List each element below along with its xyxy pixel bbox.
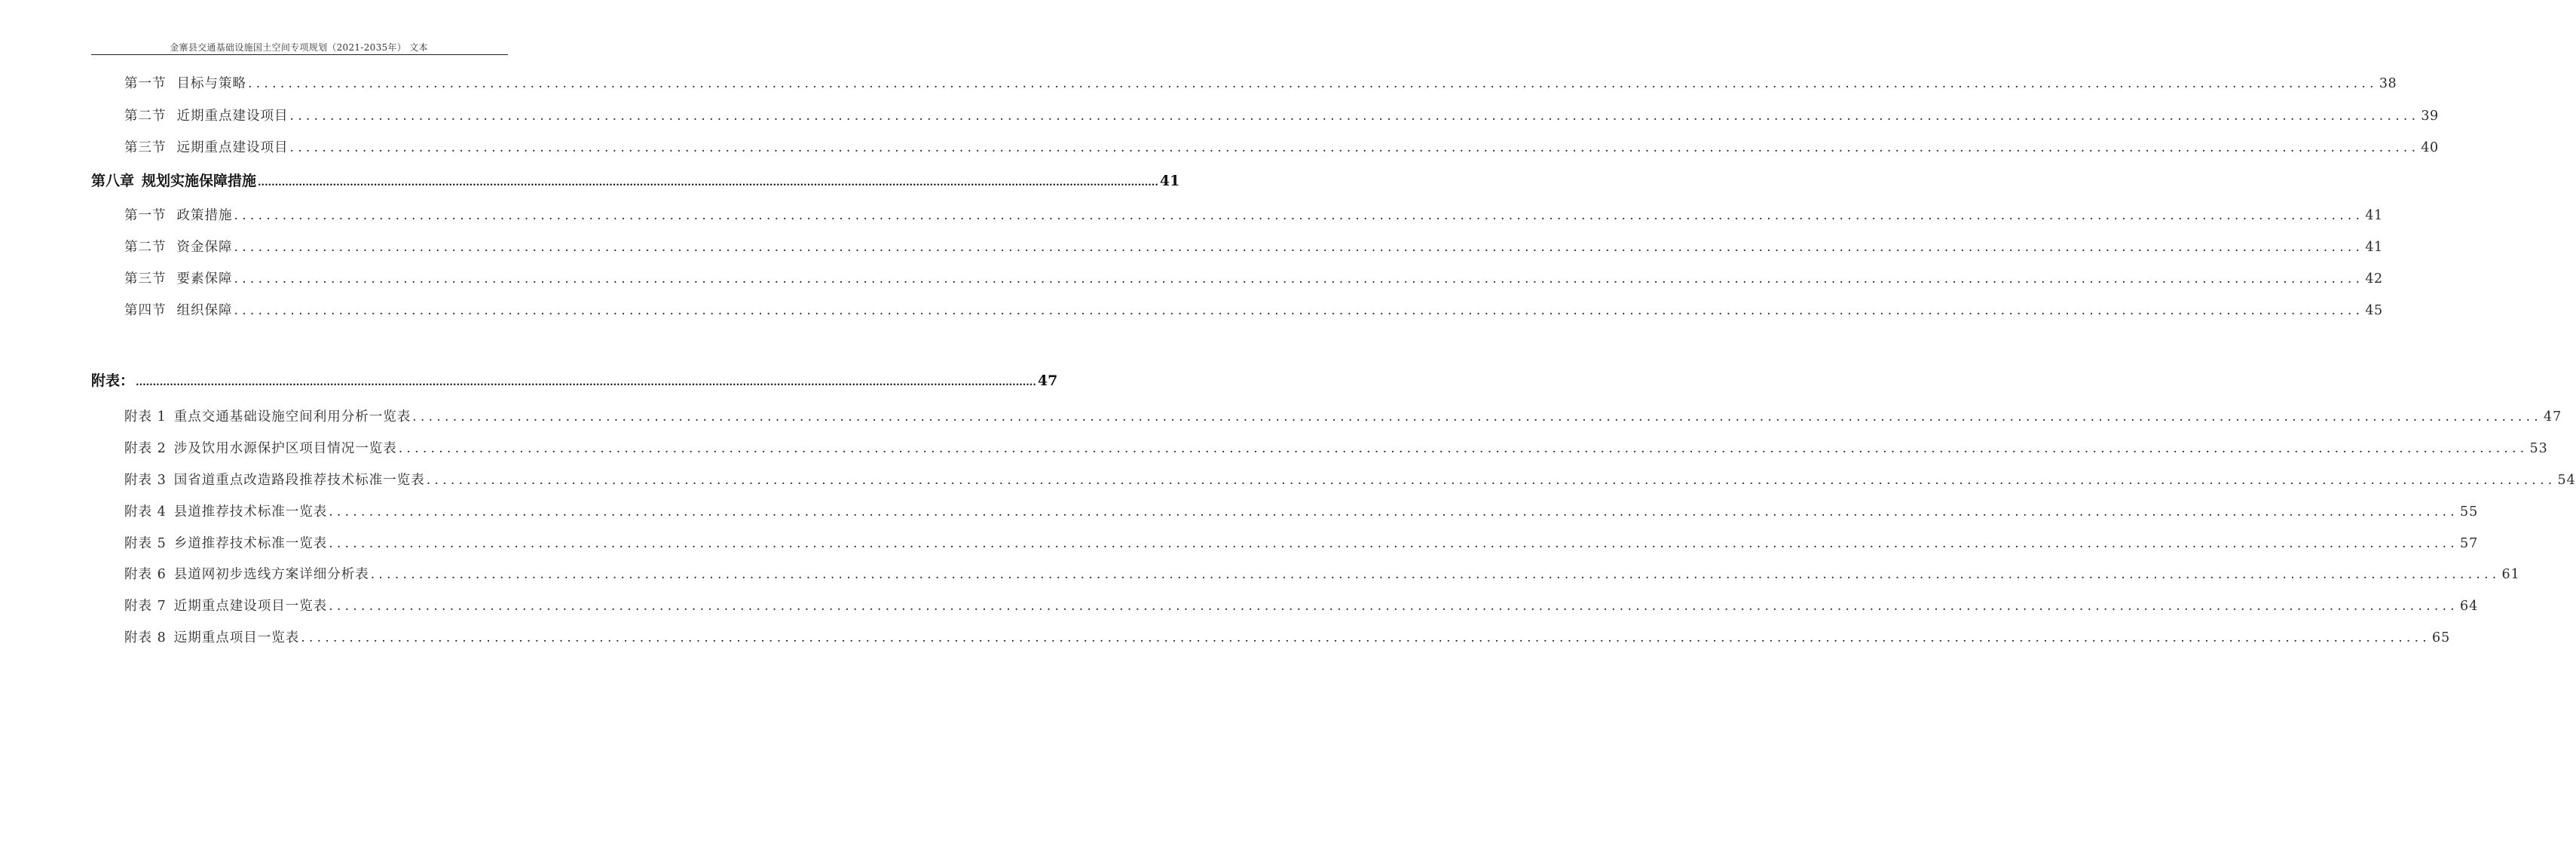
toc-entry-page: 40 (2421, 140, 2439, 155)
toc-entry-page: 42 (2365, 271, 2383, 287)
dot-leader: ........................................................................................................................................................................................................................................................................ (234, 303, 2364, 318)
toc-appendix-title: 乡道推荐技术标准一览表 (173, 536, 328, 551)
toc-entry[interactable] (124, 300, 2383, 319)
toc-entry-title: 目标与策略 (176, 76, 246, 91)
toc-appendix-number: 附表 6 (124, 567, 167, 582)
dot-leader: ........................................................................................................................................................................................................................................................................ (289, 109, 2420, 124)
toc-appendix-title: 重点交通基础设施空间利用分析一览表 (173, 409, 411, 425)
dot-leader: ........................................................................................................................................................................................................................................................................ (258, 177, 1158, 189)
toc-appendix-number: 附表 3 (124, 473, 167, 488)
toc-appendix-entry[interactable] (124, 438, 2548, 457)
toc-entry-page: 41 (2365, 208, 2383, 223)
toc-entry-number: 第一节 (124, 208, 167, 223)
toc-entry-page: 41 (2365, 240, 2383, 255)
toc-appendix-number: 附表 7 (124, 599, 167, 614)
toc-appendix-number: 附表 5 (124, 536, 167, 551)
toc-entry-number: 第四节 (124, 303, 167, 318)
dot-leader: ........................................................................................................................................................................................................................................................................ (426, 473, 2556, 488)
dot-leader: ........................................................................................................................................................................................................................................................................ (370, 567, 2501, 582)
toc-chapter-title: 规划实施保障措施 (142, 173, 257, 189)
toc-appendix-entry[interactable] (124, 470, 2576, 489)
toc-appendix-entry[interactable] (124, 533, 2479, 552)
toc-entry-number: 第一节 (124, 76, 167, 91)
dot-leader: ........................................................................................................................................................................................................................................................................ (248, 76, 2378, 91)
toc-entry[interactable] (124, 137, 2439, 156)
dot-leader: ........................................................................................................................................................................................................................................................................ (234, 271, 2364, 287)
toc-entry-page: 39 (2421, 109, 2439, 124)
toc-appendix-page: 61 (2501, 567, 2520, 582)
toc-entry-title: 要素保障 (176, 271, 233, 287)
toc-appendix-page: 57 (2460, 536, 2479, 551)
toc-appendix-page: 53 (2529, 441, 2548, 456)
toc-entry-number: 第二节 (124, 109, 167, 124)
dot-leader: ........................................................................................................................................................................................................................................................................ (289, 140, 2420, 155)
dot-leader: ........................................................................................................................................................................................................................................................................ (398, 441, 2529, 456)
toc-appendix-entry[interactable] (124, 501, 2479, 520)
toc-entry-page: 38 (2379, 76, 2397, 91)
toc-appendix-heading-page: 47 (1037, 372, 1058, 389)
toc-appendix-title: 远期重点项目一览表 (173, 630, 300, 645)
dot-leader: ........................................................................................................................................................................................................................................................................ (329, 599, 2459, 614)
toc-entry-title: 组织保障 (176, 303, 233, 318)
toc-appendix-page: 65 (2432, 630, 2451, 645)
toc-entry[interactable] (124, 205, 2383, 224)
dot-leader: ........................................................................................................................................................................................................................................................................ (234, 240, 2364, 255)
toc-entry-title: 政策措施 (176, 208, 233, 223)
toc-entry-title: 近期重点建设项目 (176, 109, 289, 124)
toc-appendix-title: 国省道重点改造路段推荐技术标准一览表 (173, 473, 425, 488)
toc-entry[interactable] (124, 268, 2383, 287)
toc-appendix-title: 县道推荐技术标准一览表 (173, 504, 328, 520)
toc-appendix-heading[interactable] (91, 369, 1058, 390)
dot-leader: ........................................................................................................................................................................................................................................................................ (136, 377, 1036, 388)
toc-appendix-number: 附表 1 (124, 409, 167, 425)
toc-entry[interactable] (124, 106, 2439, 124)
toc-appendix-entry[interactable] (124, 564, 2520, 583)
toc-appendix-heading-title: 附表： (91, 372, 135, 389)
toc-chapter-page: 41 (1159, 173, 1180, 189)
running-header: 金寨县交通基础设施国土空间专项规划（2021-2035年） 文本 (170, 42, 428, 53)
toc-appendix-entry[interactable] (124, 406, 2562, 425)
toc-entry-page: 45 (2365, 303, 2383, 318)
header-rule (91, 54, 508, 55)
toc-entry-title: 远期重点建设项目 (176, 140, 289, 155)
dot-leader: ........................................................................................................................................................................................................................................................................ (412, 409, 2543, 425)
toc-appendix-entry[interactable] (124, 627, 2451, 646)
toc-appendix-title: 近期重点建设项目一览表 (173, 599, 328, 614)
dot-leader: ........................................................................................................................................................................................................................................................................ (234, 208, 2364, 223)
toc-appendix-entry[interactable] (124, 596, 2479, 615)
toc-entry-number: 第三节 (124, 271, 167, 287)
toc-chapter-number: 第八章 (91, 173, 135, 189)
toc-appendix-page: 47 (2544, 409, 2562, 425)
toc-appendix-title: 涉及饮用水源保护区项目情况一览表 (173, 441, 397, 456)
toc-entry-number: 第二节 (124, 240, 167, 255)
toc-appendix-title: 县道网初步选线方案详细分析表 (173, 567, 369, 582)
toc-appendix-page: 54 (2557, 473, 2576, 488)
toc-appendix-page: 64 (2460, 599, 2479, 614)
toc-entry-number: 第三节 (124, 140, 167, 155)
toc-entry[interactable] (124, 237, 2383, 256)
toc-entry-title: 资金保障 (176, 240, 233, 255)
toc-appendix-number: 附表 2 (124, 441, 167, 456)
dot-leader: ........................................................................................................................................................................................................................................................................ (329, 536, 2459, 551)
toc-appendix-number: 附表 4 (124, 504, 167, 520)
toc-appendix-page: 55 (2460, 504, 2479, 520)
toc-entry[interactable] (124, 73, 2397, 92)
dot-leader: ........................................................................................................................................................................................................................................................................ (301, 630, 2431, 645)
toc-chapter-entry[interactable] (91, 170, 1180, 190)
toc-appendix-number: 附表 8 (124, 630, 167, 645)
dot-leader: ........................................................................................................................................................................................................................................................................ (329, 504, 2459, 520)
